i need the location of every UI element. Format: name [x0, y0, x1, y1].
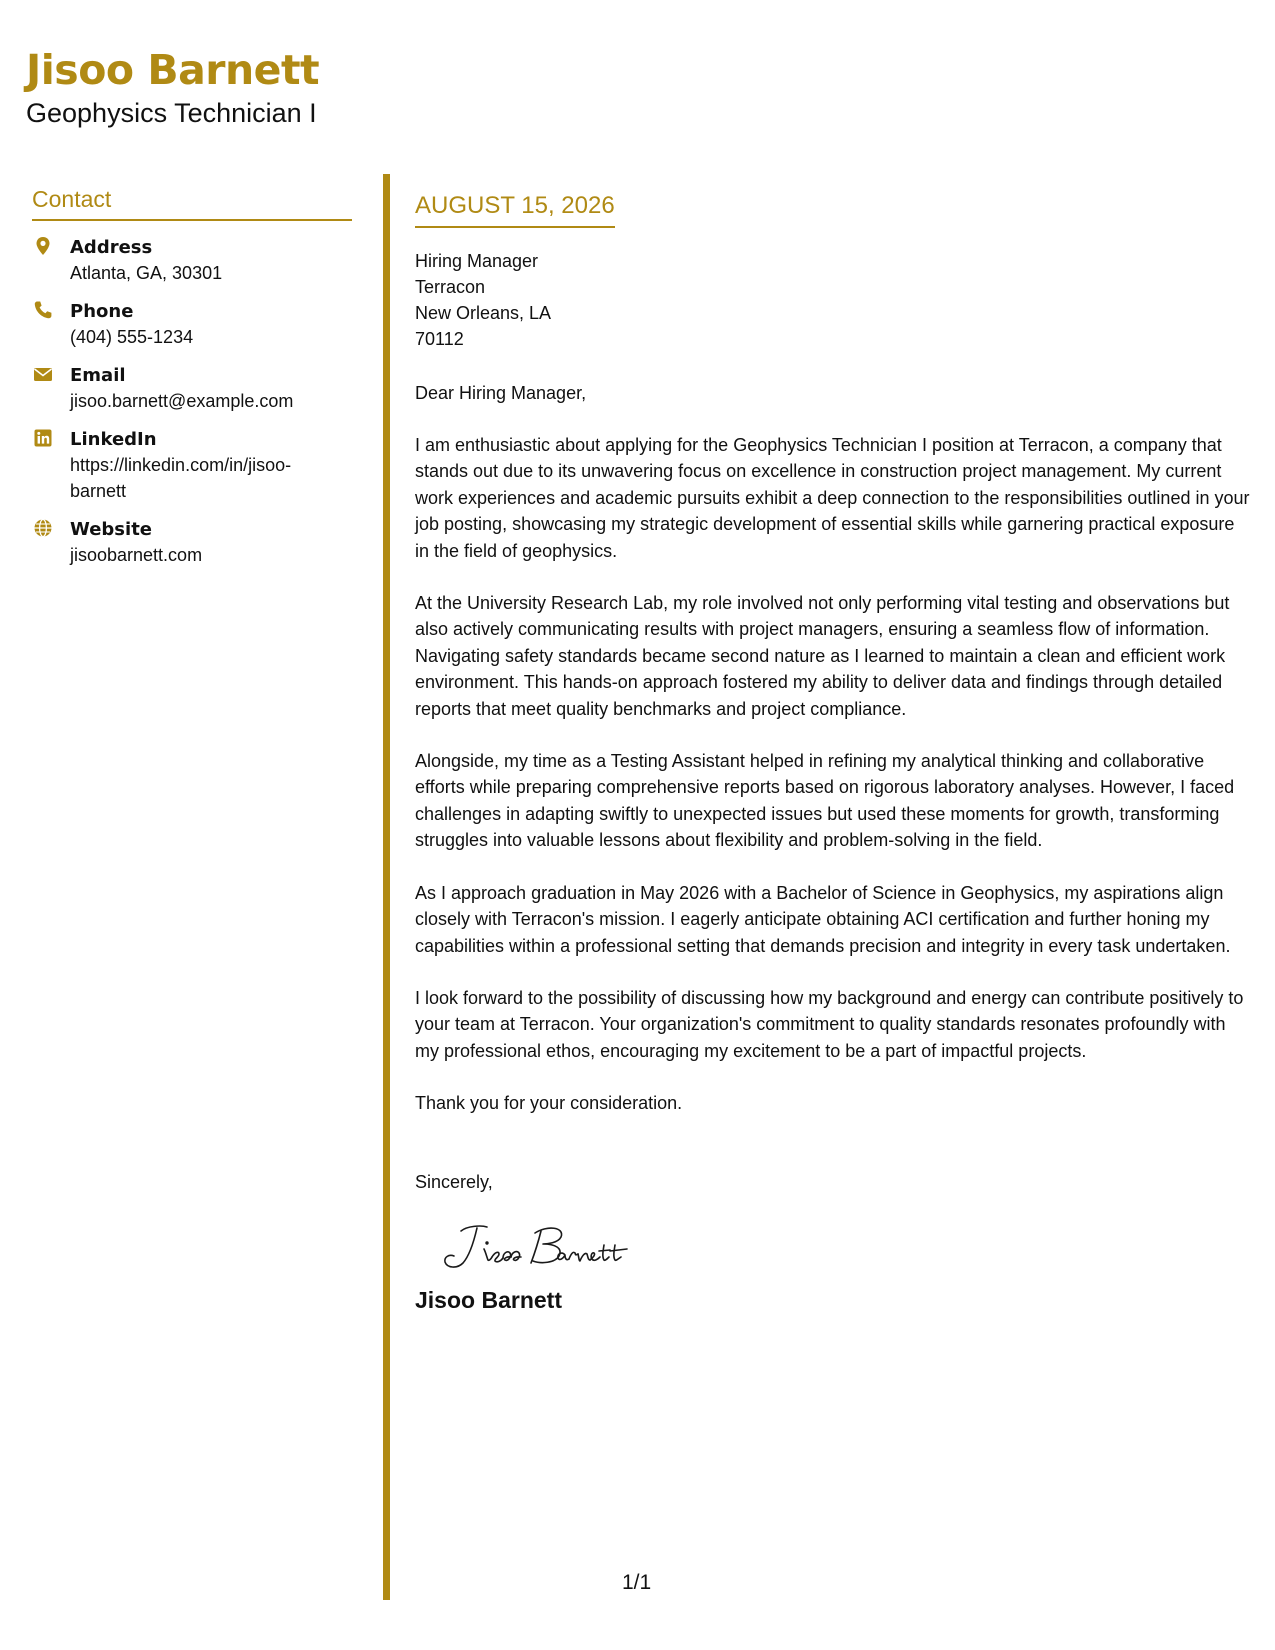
contact-value: Atlanta, GA, 30301: [70, 263, 223, 283]
contact-label: Phone: [70, 301, 134, 322]
contact-item-website: [32, 517, 352, 568]
contact-value: jisoobarnett.com: [70, 545, 203, 565]
body-paragraph: At the University Research Lab, my role involved not only performing vital testing and observations but also actively communicating results with project managers, ensuring a seamless flow of information. Navigating safety standards became second nature as I learned to maintain a clean and efficient work environment. This hands-on approach fostered my ability to deliver data and findings through detailed reports that meet quality benchmarks and project compliance.: [415, 593, 1230, 719]
contact-item-email: [32, 363, 352, 414]
recipient-line: Hiring Manager: [415, 251, 539, 271]
salutation: Dear Hiring Manager,: [415, 383, 587, 403]
contact-label: Address: [70, 237, 153, 258]
contact-value: https://linkedin.com/in/jisoo-barnett: [70, 455, 292, 501]
closing: Sincerely,: [415, 1171, 493, 1192]
phone-icon: [33, 300, 53, 320]
map-pin-icon: [33, 236, 53, 256]
recipient-line: 70112: [415, 329, 464, 349]
contact-value: jisoo.barnett@example.com: [70, 391, 294, 411]
contact-item-phone: [32, 299, 352, 350]
contact-label: LinkedIn: [70, 429, 157, 450]
recipient-line: Terracon: [415, 277, 486, 297]
globe-icon: [33, 518, 53, 538]
contact-label: Website: [70, 519, 153, 540]
letter-date: AUGUST 15, 2026: [415, 194, 615, 228]
envelope-icon: [33, 364, 53, 384]
contact-heading: Contact: [32, 188, 352, 221]
body-paragraph: I am enthusiastic about applying for the Geophysics Technician I position at Terracon, a company that stands out due to its unwavering focus on excellence in construction project management. My current work experiences and academic pursuits exhibit a deep connection to the responsibilities outlined in your job posting, showcasing my strategic development of essential skills while garnering practical exposure in the field of geophysics.: [415, 435, 1250, 561]
page-number: 1/1: [622, 1571, 652, 1594]
body-paragraph: I look forward to the possibility of discussing how my background and energy can contribute positively to your team at Terracon. Your organization's commitment to quality standards resonates profoundly with my professional ethos, encouraging my excitement to be a part of impactful projects.: [415, 987, 1244, 1061]
contact-label: Email: [70, 365, 126, 386]
contact-item-address: [32, 235, 352, 286]
contact-value: (404) 555-1234: [70, 327, 194, 347]
linkedin-icon: [33, 428, 53, 448]
contact-sidebar: [32, 188, 352, 581]
applicant-name: Jisoo Barnett: [26, 46, 320, 94]
recipient-line: New Orleans, LA: [415, 303, 552, 323]
vertical-divider: [383, 174, 390, 1600]
job-title: Geophysics Technician I: [26, 98, 317, 128]
handwritten-signature: [437, 1217, 657, 1277]
letter-body: [415, 194, 1251, 1312]
body-paragraph: Alongside, my time as a Testing Assistant helped in refining my analytical thinking and collaborative efforts while preparing comprehensive reports based on rigorous laboratory analyses. However, I faced challenges in adapting swiftly to unexpected issues but used these moments for growth, transforming struggles into valuable lessons about flexibility and problem-solving in the field.: [415, 751, 1235, 851]
signer-name: Jisoo Barnett: [415, 1286, 562, 1313]
contact-item-linkedin: [32, 427, 352, 504]
recipient-block: [415, 248, 1251, 352]
body-paragraph: Thank you for your consideration.: [415, 1093, 683, 1114]
body-paragraph: As I approach graduation in May 2026 with a Bachelor of Science in Geophysics, my aspirations align closely with Terracon's mission. I eagerly anticipate obtaining ACI certification and further honing my capabilities within a professional setting that demands precision and integrity in every task undertaken.: [415, 882, 1231, 956]
